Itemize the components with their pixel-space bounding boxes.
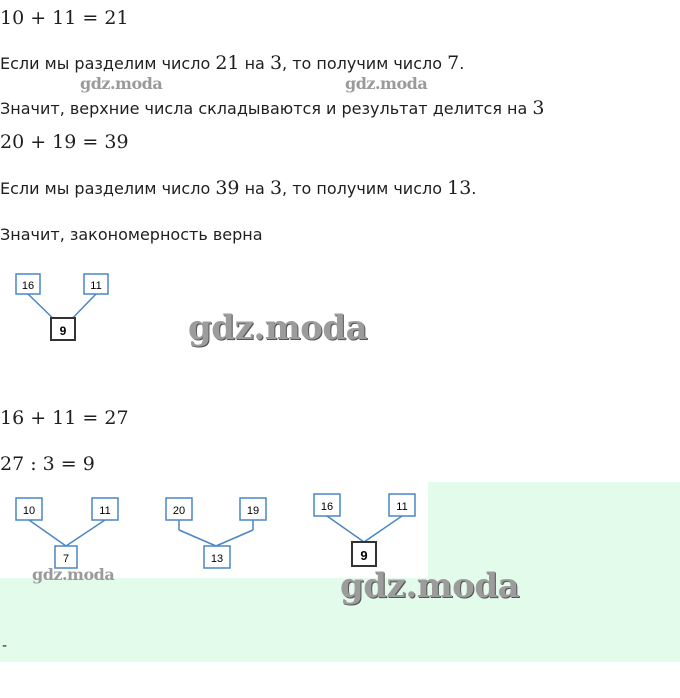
- number: 7: [447, 52, 460, 74]
- value-right: 19: [246, 505, 260, 517]
- text: Значит, верхние числа складываются и результат делится на: [0, 99, 533, 118]
- connector-line: [216, 530, 253, 546]
- watermark: gdz.moda: [32, 565, 115, 584]
- value-left: 10: [22, 505, 36, 517]
- text: Если мы разделим число: [0, 179, 216, 198]
- value-left: 16: [21, 280, 35, 292]
- number: 13: [447, 177, 472, 199]
- equation-2: 20 + 19 = 39: [0, 131, 129, 153]
- dash-mark: -: [2, 638, 8, 654]
- text: , то получим число: [282, 54, 448, 73]
- connector-line: [364, 516, 402, 542]
- text: на: [239, 54, 270, 73]
- equation-1: 10 + 11 = 21: [0, 7, 129, 29]
- sentence-1: [0, 53, 464, 74]
- number: 3: [532, 97, 545, 119]
- equation-4: 27 : 3 = 9: [0, 453, 95, 475]
- connector-line: [327, 516, 364, 542]
- connector-line: [179, 530, 216, 546]
- watermark: gdz.moda: [80, 74, 163, 93]
- text: Если мы разделим число: [0, 54, 216, 73]
- value-right: 11: [396, 501, 408, 513]
- value-bottom: 7: [62, 553, 70, 565]
- number: 3: [269, 177, 283, 199]
- sentence-4: Значит, закономерность верна: [0, 225, 263, 244]
- value-right: 11: [90, 280, 102, 292]
- connector-line: [66, 520, 105, 546]
- value-left: 20: [172, 505, 186, 517]
- value-bottom: 9: [360, 548, 368, 563]
- value-left: 16: [320, 501, 334, 513]
- value-bottom: 9: [59, 324, 67, 338]
- number-diagram-1: [0, 260, 130, 352]
- watermark: gdz.moda: [345, 74, 428, 93]
- equation-3: 16 + 11 = 27: [0, 407, 129, 429]
- text: .: [459, 54, 465, 73]
- value-bottom: 13: [210, 553, 224, 565]
- sentence-3: [0, 178, 476, 199]
- number-diagram-3: [160, 490, 280, 580]
- watermark: gdz.moda: [340, 566, 520, 606]
- watermark: gdz.moda: [188, 308, 368, 348]
- text: на: [239, 179, 270, 198]
- value-right: 11: [99, 505, 111, 517]
- number: 3: [269, 52, 283, 74]
- text: , то получим число: [282, 179, 448, 198]
- connector-line: [29, 520, 66, 546]
- number: 39: [215, 177, 240, 199]
- text: .: [471, 179, 477, 198]
- number: 21: [215, 52, 240, 74]
- sentence-2: [0, 98, 545, 119]
- number-diagram-4: [306, 484, 426, 576]
